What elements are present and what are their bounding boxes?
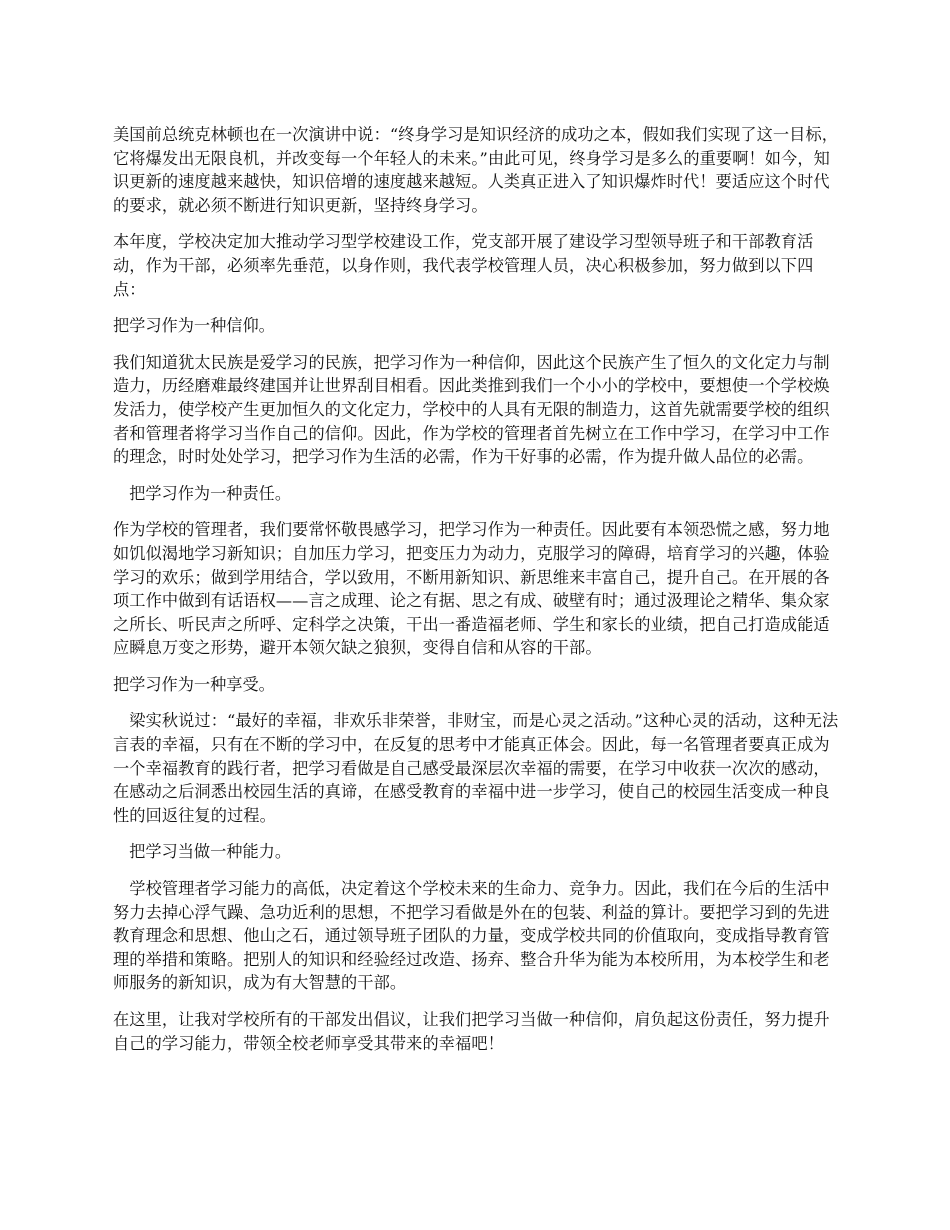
- paragraph-annual-plan: 本年度，学校决定加大推动学习型学校建设工作，党支部开展了建设学习型领导班子和干部教育活动，作为干部，必须率先垂范，以身作则，我代表学校管理人员，决心积极参加，努力做到以下四点：: [113, 232, 814, 299]
- paragraph-responsibility: 作为学校的管理者，我们要常怀敬畏感学习，把学习作为一种责任。因此要有本领恐慌之感，努力地如饥似渴地学习新知识；自加压力学习，把变压力为动力，克服学习的障碍，培育学习的兴趣，体验学习的欢乐；做到学用结合，学以致用，不断用新知识、新思维来丰富自己，提升自己。在开展的各项工作中做到有话语权——言之成理、论之有据、思之有成、破壁有时；通过汲理论之精华、集众家之所长、听民声之所呼、定科学之决策，干出一番造福老师、学生和家长的业绩，把自己打造成能适应瞬息万变之形势，避开本领欠缺之狼狈，变得自信和从容的干部。: [113, 520, 830, 658]
- section-heading-belief: 把学习作为一种信仰。: [113, 316, 275, 336]
- paragraph-closing-call: 在这里，让我对学校所有的干部发出倡议，让我们把学习当做一种信仰，肩负起这份责任，努力提升自己的学习能力，带领全校老师享受其带来的幸福吧！: [113, 1010, 830, 1053]
- paragraph-enjoyment: 梁实秋说过：“最好的幸福，非欢乐非荣誉，非财宝，而是心灵之活动。”这种心灵的活动，这种无法言表的幸福，只有在不断的学习中，在反复的思考中才能真正体会。因此，每一名管理者要真正成为一个幸福教育的践行者，把学习看做是自己感受最深层次幸福的需要，在学习中收获一次次的感动，在感动之后洞悉出校园生活的真谛，在感受教育的幸福中进一步学习，使自己的校园生活变成一种良性的回返往复的过程。: [113, 711, 839, 825]
- section-heading-ability: 把学习当做一种能力。: [113, 842, 292, 862]
- paragraph-ability: 学校管理者学习能力的高低，决定着这个学校未来的生命力、竞争力。因此，我们在今后的生活中努力去掉心浮气躁、急功近利的思想，不把学习看做是外在的包装、利益的算计。要把学习到的先进教育理念和思想、他山之石，通过领导班子团队的力量，变成学校共同的价值取向，变成指导教育管理的举措和策略。把别人的知识和经验经过改造、扬弃、整合升华为能为本校所用，为本校学生和老师服务的新知识，成为有大智慧的干部。: [113, 879, 830, 993]
- section-heading-responsibility: 把学习作为一种责任。: [113, 483, 292, 503]
- section-heading-enjoyment: 把学习作为一种享受。: [113, 674, 275, 694]
- paragraph-belief: 我们知道犹太民族是爱学习的民族，把学习作为一种信仰，因此这个民族产生了恒久的文化定力与制造力，历经磨难最终建国并让世界刮目相看。因此类推到我们一个小小的学校中，要想使一个学校焕发活力，使学校产生更加恒久的文化定力，学校中的人具有无限的制造力，这首先就需要学校的组织者和管理者将学习当作自己的信仰。因此，作为学校的管理者首先树立在工作中学习，在学习中工作的理念，时时处处学习，把学习作为生活的必需，作为干好事的必需，作为提升做人品位的必需。: [113, 352, 830, 467]
- paragraph-intro-clinton-quote: 美国前总统克林顿也在一次演讲中说：“终身学习是知识经济的成功之本，假如我们实现了这一目标，它将爆发出无限良机，并改变每一个年轻人的未来。”由此可见，终身学习是多么的重要啊！如今，知识更新的速度越来越快，知识倍增的速度越来越短。人类真正进入了知识爆炸时代！要适应这个时代的要求，就必须不断进行知识更新，坚持终身学习。: [113, 125, 839, 215]
- document-body: [113, 123, 839, 1068]
